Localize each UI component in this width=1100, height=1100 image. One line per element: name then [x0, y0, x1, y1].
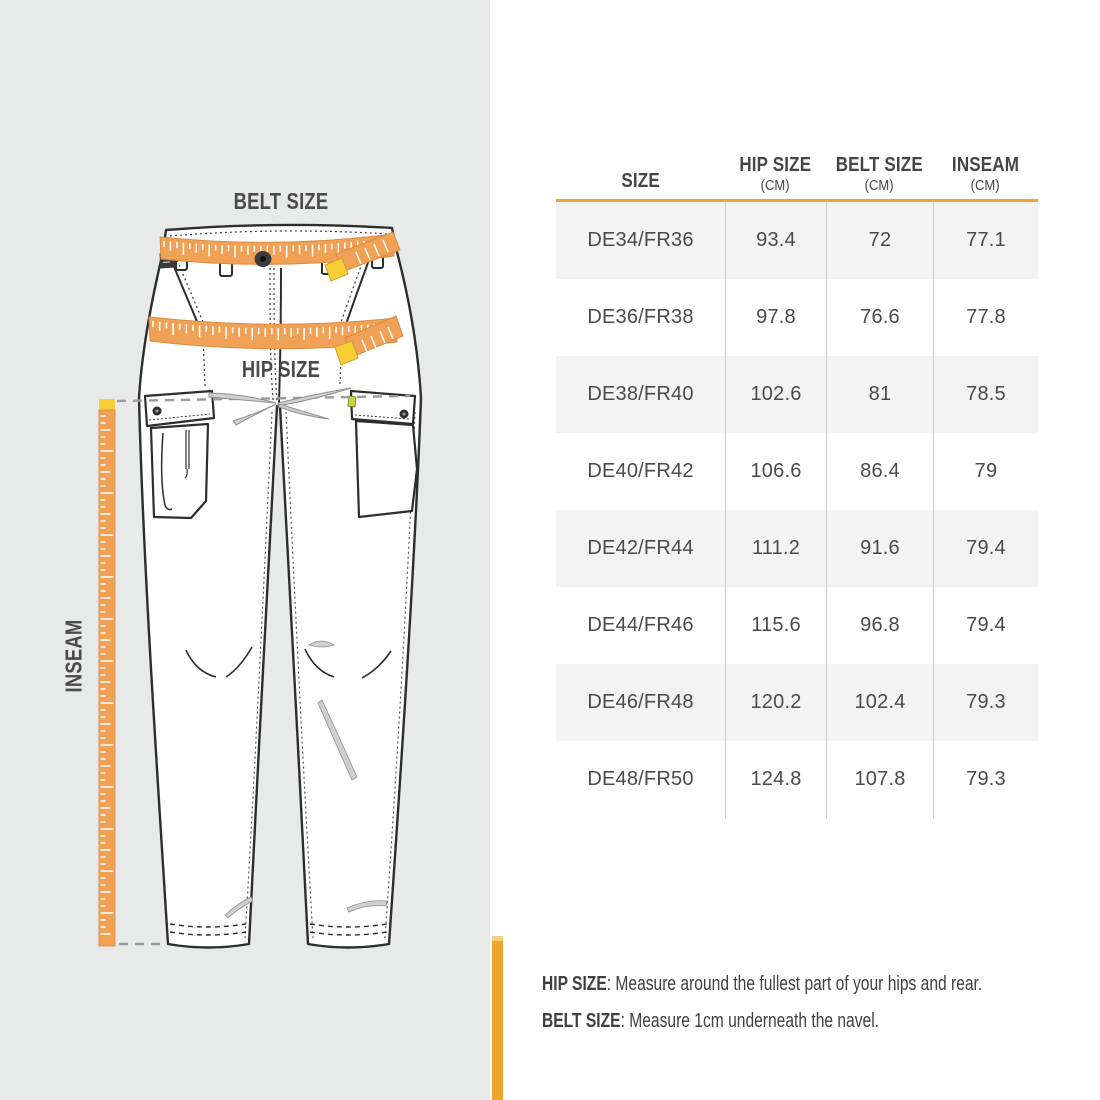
accent-bar: [492, 936, 503, 1100]
size-cell: DE44/FR46: [587, 614, 694, 636]
table-row: [556, 356, 1038, 433]
table-row: [556, 664, 1038, 741]
column-header-size: SIZE: [621, 170, 660, 192]
inseam-cell: 79.3: [933, 741, 1038, 818]
size-cell: DE36/FR38: [587, 306, 694, 328]
table-row: [556, 510, 1038, 587]
hip-size-label: HIP SIZE: [241, 356, 321, 382]
size-cell: DE40/FR42: [587, 460, 694, 482]
belt-cell: 102.4: [826, 664, 933, 741]
hip-cell: 93.4: [725, 202, 826, 279]
size-table-body: [556, 202, 1038, 818]
hip-size-note: HIP SIZE: Measure around the fullest part of your hips and rear.: [542, 973, 983, 995]
hip-cell: 102.6: [725, 356, 826, 433]
inseam-cell: 77.1: [933, 202, 1038, 279]
size-table-header: [556, 144, 1038, 202]
hip-cell: 115.6: [725, 587, 826, 664]
cargo-pocket-right: [348, 391, 417, 517]
inseam-ruler: [99, 410, 115, 946]
size-cell: DE38/FR40: [587, 383, 694, 405]
hip-cell: 120.2: [725, 664, 826, 741]
belt-size-note: BELT SIZE: Measure 1cm underneath the navel.: [542, 1010, 880, 1032]
belt-cell: 86.4: [826, 433, 933, 510]
inseam-cell: 79.4: [933, 510, 1038, 587]
inseam-cell: 79: [933, 433, 1038, 510]
size-cell: DE48/FR50: [587, 768, 694, 790]
inseam-ruler-cap: [99, 399, 115, 410]
table-row: [556, 279, 1038, 356]
inseam-label: INSEAM: [60, 619, 87, 693]
size-cell: DE42/FR44: [587, 537, 694, 559]
belt-cell: 96.8: [826, 587, 933, 664]
inseam-cell: 79.3: [933, 664, 1038, 741]
hip-cell: 106.6: [725, 433, 826, 510]
table-row: [556, 587, 1038, 664]
table-row: [556, 202, 1038, 279]
table-row: [556, 741, 1038, 818]
belt-cell: 107.8: [826, 741, 933, 818]
belt-cell: 91.6: [826, 510, 933, 587]
belt-size-label: BELT SIZE: [233, 188, 329, 214]
hip-cell: 97.8: [725, 279, 826, 356]
measurement-notes: [542, 966, 1100, 1040]
column-header-belt-size: BELT SIZE (CM): [835, 154, 924, 194]
size-cell: DE46/FR48: [587, 691, 694, 713]
pants-technical-drawing: [0, 0, 490, 1100]
size-cell: DE34/FR36: [587, 229, 694, 251]
illustration-panel: [0, 0, 490, 1100]
belt-cell: 76.6: [826, 279, 933, 356]
hip-cell: 124.8: [725, 741, 826, 818]
column-header-hip-size: HIP SIZE (CM): [739, 154, 812, 194]
belt-cell: 72: [826, 202, 933, 279]
size-table: [556, 144, 1038, 818]
hip-cell: 111.2: [725, 510, 826, 587]
belt-cell: 81: [826, 356, 933, 433]
cargo-pocket-left: [145, 391, 214, 518]
column-header-inseam: INSEAM (CM): [951, 154, 1020, 194]
table-row: [556, 433, 1038, 510]
inseam-cell: 77.8: [933, 279, 1038, 356]
inseam-cell: 79.4: [933, 587, 1038, 664]
inseam-cell: 78.5: [933, 356, 1038, 433]
